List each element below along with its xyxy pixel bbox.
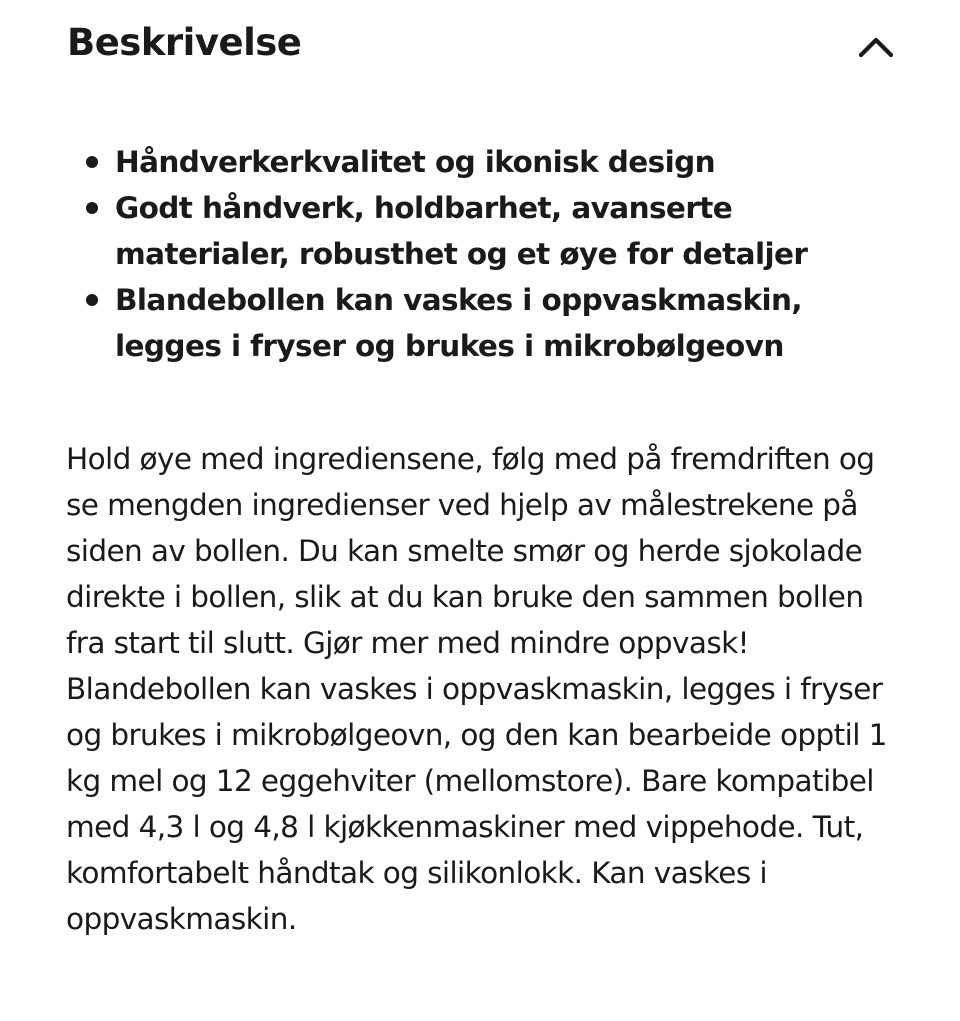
chevron-up-icon	[858, 36, 894, 58]
description-text: Hold øye med ingrediensene, følg med på fremdriften og se mengden ingredienser ved hjelp av målestrekene på siden av bollen. Du kan smelte smør og herde sjokolade direkte i bollen, slik at du kan bruke den sammen bollen fra start til slutt. Gjør mer med mindre oppvask! Blandebollen kan vaskes i oppvaskmaskin, legges i fryser og brukes i mikrobølgeovn, og den kan bearbeide opptil 1 kg mel og 12 eggehviter (mellomstore). Bare kompatibel med 4,3 l og 4,8 l kjøkkenmaskiner med vippehode. Tut, komfortabelt håndtak og silikonlokk. Kan vaskes i oppvaskmaskin.	[66, 442, 887, 936]
collapse-toggle-button[interactable]	[850, 24, 902, 70]
feature-text: Godt håndverk, holdbarhet, avanserte materialer, robusthet og et øye for detaljer	[115, 191, 808, 271]
list-item	[66, 277, 906, 369]
section-title: Beskrivelse	[67, 21, 302, 64]
bullet-icon	[86, 156, 98, 168]
bullet-icon	[86, 294, 98, 306]
list-item	[66, 139, 906, 185]
feature-text: Håndverkerkvalitet og ikonisk design	[115, 145, 716, 179]
description-header[interactable]	[0, 0, 960, 90]
feature-text: Blandebollen kan vaskes i oppvaskmaskin, legges i fryser og brukes i mikrobølgeovn	[115, 283, 803, 363]
list-item	[66, 185, 906, 277]
feature-list	[66, 139, 906, 369]
bullet-icon	[86, 202, 98, 214]
